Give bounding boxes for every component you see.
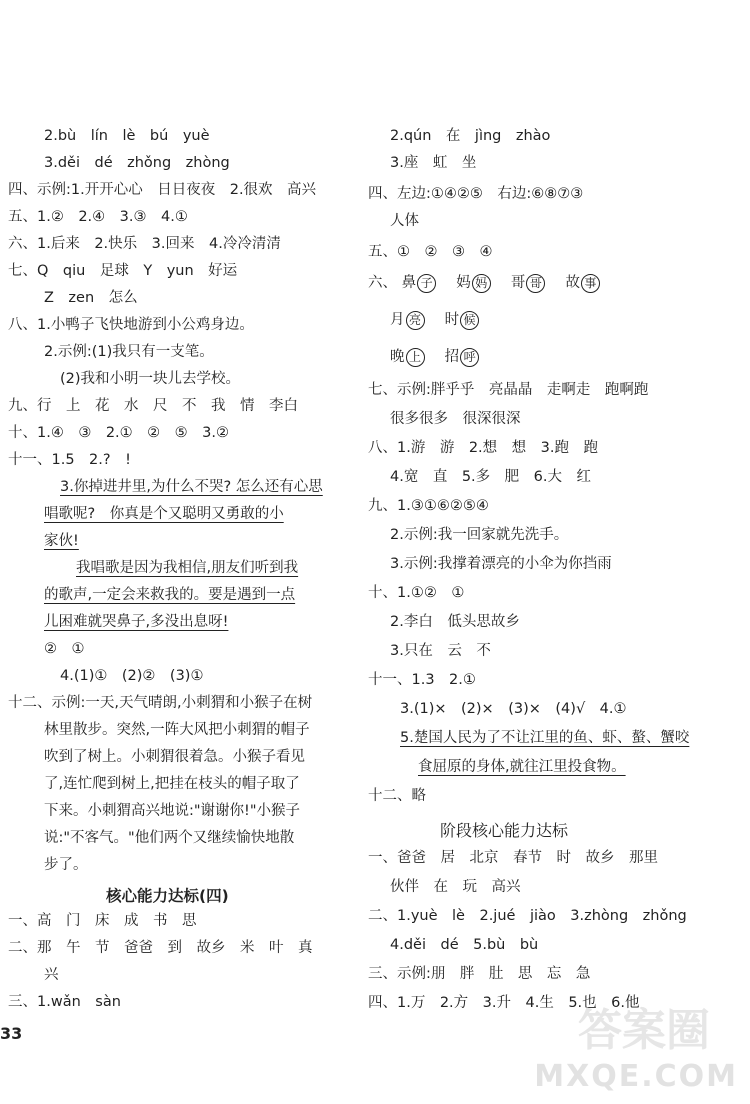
right-answer-line: 2.示例:我一回家就先洗手。	[390, 527, 569, 543]
right-answer-line: 2.qún 在 jìng zhào	[390, 128, 551, 144]
left-answer-line: 说:"不客气。"他们两个又继续愉快地散	[44, 830, 295, 846]
watermark-text: MXQE.COM	[534, 1059, 738, 1094]
left-answer-line: 兴	[44, 967, 59, 983]
left-answer-line: 六、1.后来 2.快乐 3.回来 4.冷冷清清	[8, 236, 281, 252]
left-answer-line: 七、Q qiu 足球 Y yun 好运	[8, 263, 238, 279]
left-answer-line: 儿困难就哭鼻子,多没出息呀!	[44, 614, 229, 630]
left-answer-line: 3.你掉进井里,为什么不哭? 怎么还有心思	[60, 479, 323, 495]
right-answer-line: 十、1.①② ①	[368, 585, 465, 601]
left-answer-line: 4.(1)① (2)② (3)①	[60, 668, 204, 684]
watermark-logo: 答案圈	[578, 1005, 710, 1056]
right-answer-line: 九、1.③①⑥②⑤④	[368, 498, 489, 514]
answer-row-6b: 月 亮 时 候	[390, 310, 480, 330]
right-answer-line: 一、爸爸 居 北京 春节 时 故乡 那里	[368, 850, 658, 866]
right-answer-line: 八、1.游 游 2.想 想 3.跑 跑	[368, 440, 599, 456]
left-answer-line: 四、示例:1.开开心心 日日夜夜 2.很欢 高兴	[8, 182, 317, 198]
left-answer-line: 唱歌呢? 你真是个又聪明又勇敢的小	[44, 506, 284, 522]
right-answer-line: 3.(1)× (2)× (3)× (4)√ 4.①	[400, 701, 627, 717]
left-answer-line: 林里散步。突然,一阵大风把小刺猬的帽子	[44, 722, 310, 738]
left-answer-line: 步了。	[44, 857, 88, 873]
left-answer-line: 我唱歌是因为我相信,朋友们听到我	[76, 560, 299, 576]
right-answer-line: 3.座 虹 坐	[390, 155, 477, 171]
right-answer-line: 十二、略	[368, 788, 426, 804]
left-answer-line: 吹到了树上。小刺猬很着急。小猴子看见	[44, 749, 305, 765]
answer-row-6: 六、 鼻 子 妈 妈 哥 哥 故 事	[368, 273, 601, 293]
left-answer-line: 2.bù lín lè bú yuè	[44, 128, 210, 144]
right-answer-line: 很多很多 很深很深	[390, 411, 521, 427]
left-answer-line: 八、1.小鸭子飞快地游到小公鸡身边。	[8, 317, 254, 333]
left-answer-line: 十二、示例:一天,天气晴朗,小刺猬和小猴子在树	[8, 695, 313, 711]
right-answer-line: 五、① ② ③ ④	[368, 244, 493, 260]
right-answer-line: 食屈原的身体,就往江里投食物。	[418, 759, 626, 775]
answer-row-6c: 晚 上 招 呼	[390, 347, 480, 367]
right-answer-line: 伙伴 在 玩 高兴	[390, 879, 521, 895]
left-answer-line: 2.示例:(1)我只有一支笔。	[44, 344, 214, 360]
left-answer-line: 九、行 上 花 水 尺 不 我 情 李白	[8, 398, 298, 414]
left-answer-line: ② ①	[44, 641, 85, 657]
right-answer-line: 二、1.yuè lè 2.jué jiào 3.zhòng zhǒng	[368, 908, 687, 924]
left-answer-line: 了,连忙爬到树上,把挂在枝头的帽子取了	[44, 776, 300, 792]
right-answer-line: 4.děi dé 5.bù bù	[390, 937, 539, 953]
left-answer-line: 3.děi dé zhǒng zhòng	[44, 155, 230, 171]
right-answer-line: 2.李白 低头思故乡	[390, 614, 520, 630]
section-title-left: 核心能力达标(四)	[106, 887, 229, 905]
right-answer-line: 三、示例:朋 胖 肚 思 忘 急	[368, 966, 591, 982]
left-answer-line: 三、1.wǎn sàn	[8, 994, 121, 1010]
left-answer-line: 二、那 午 节 爸爸 到 故乡 米 叶 真	[8, 940, 313, 956]
right-answer-line: 四、左边:①④②⑤ 右边:⑥⑧⑦③	[368, 186, 584, 202]
right-answer-line: 4.宽 直 5.多 肥 6.大 红	[390, 469, 592, 485]
section-title-right: 阶段核心能力达标	[440, 821, 569, 840]
left-answer-line: 家伙!	[44, 533, 79, 549]
left-answer-line: 五、1.② 2.④ 3.③ 4.①	[8, 209, 188, 225]
right-answer-line: 5.楚国人民为了不让江里的鱼、虾、螯、蟹咬	[400, 730, 690, 746]
right-answer-line: 十一、1.3 2.①	[368, 672, 476, 688]
right-answer-line: 3.示例:我撑着漂亮的小伞为你挡雨	[390, 556, 612, 572]
left-answer-line: Z zen 怎么	[44, 290, 138, 306]
left-answer-line: 十一、1.5 2.? !	[8, 452, 131, 468]
right-answer-line: 3.只在 云 不	[390, 643, 491, 659]
left-answer-line: 一、高 门 床 成 书 思	[8, 913, 197, 929]
right-answer-line: 四、1.万 2.方 3.升 4.生 5.也 6.他	[368, 995, 640, 1011]
page-number: 33	[0, 1024, 23, 1043]
left-answer-line: 下来。小刺猬高兴地说:"谢谢你!"小猴子	[44, 803, 301, 819]
left-answer-line: (2)我和小明一块儿去学校。	[60, 371, 241, 387]
left-answer-line: 的歌声,一定会来救我的。要是遇到一点	[44, 587, 296, 603]
left-answer-line: 十、1.④ ③ 2.① ② ⑤ 3.②	[8, 425, 229, 441]
right-answer-line: 人体	[390, 213, 419, 229]
right-answer-line: 七、示例:胖乎乎 亮晶晶 走啊走 跑啊跑	[368, 382, 649, 398]
